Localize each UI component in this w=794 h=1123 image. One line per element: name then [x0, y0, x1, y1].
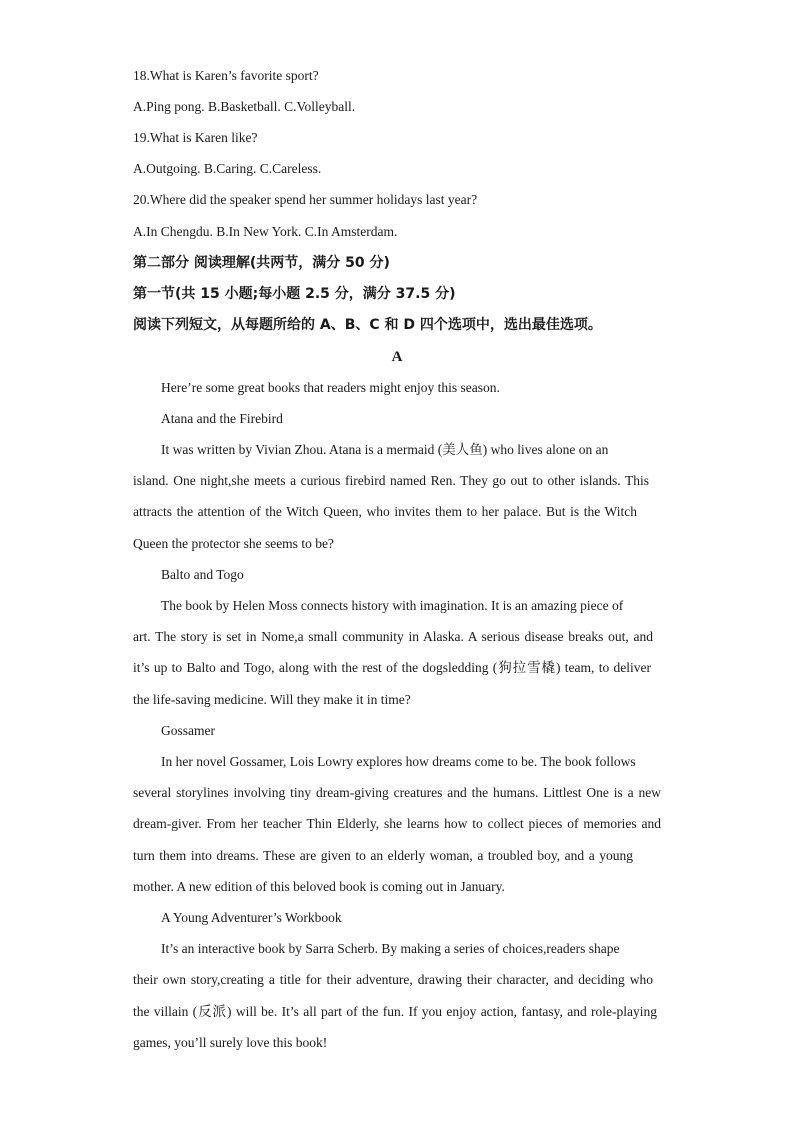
book-text-line: In her novel Gossamer, Lois Lowry explores how dreams come to be. The book follows [161, 754, 636, 769]
book-text-line: the villain (反派) will be. It’s all part of the fun. If you enjoy action, fantasy, and role-playing [133, 1004, 657, 1019]
book-text-line: island. One night,she meets a curious firebird named Ren. They go out to other islands. This [133, 473, 649, 488]
instruction: 阅读下列短文，从每题所给的 A、B、C 和 D 四个选项中，选出最佳选项。 [133, 317, 602, 333]
book-title: Balto and Togo [161, 567, 244, 582]
book-text-line: attracts the attention of the Witch Queen, who invites them to her palace. But is the Witch [133, 504, 637, 519]
question-18: 18.What is Karen’s favorite sport? [133, 68, 319, 83]
passage-intro: Here’re some great books that readers might enjoy this season. [161, 380, 500, 395]
book-text-line: their own story,creating a title for their adventure, drawing their character, and deciding who [133, 972, 653, 987]
book-text-line: turn them into dreams. These are given to an elderly woman, a troubled boy, and a young [133, 848, 633, 863]
book-title: Gossamer [161, 723, 215, 738]
book-text-line: It was written by Vivian Zhou. Atana is a mermaid (美人鱼) who lives alone on an [161, 442, 609, 457]
book-text-line: dream-giver. From her teacher Thin Elderly, she learns how to collect pieces of memories and [133, 816, 661, 831]
book-text-line: art. The story is set in Nome,a small community in Alaska. A serious disease breaks out, and [133, 629, 653, 644]
book-text-line: it’s up to Balto and Togo, along with the rest of the dogsledding (狗拉雪橇) team, to deliver [133, 660, 651, 675]
question-19-options: A.Outgoing. B.Caring. C.Careless. [133, 161, 322, 176]
passage-label: A [391, 349, 403, 365]
book-text-line: The book by Helen Moss connects history with imagination. It is an amazing piece of [161, 598, 624, 613]
book-text-line: It’s an interactive book by Sarra Scherb. By making a series of choices,readers shape [161, 941, 620, 956]
question-19: 19.What is Karen like? [133, 130, 258, 145]
question-20-options: A.In Chengdu. B.In New York. C.In Amsterdam. [133, 224, 398, 239]
book-title: Atana and the Firebird [161, 411, 283, 426]
book-text-line: several storylines involving tiny dream-giving creatures and the humans. Littlest One is a new [133, 785, 661, 800]
question-20: 20.Where did the speaker spend her summer holidays last year? [133, 192, 478, 207]
question-18-options: A.Ping pong. B.Basketball. C.Volleyball. [133, 99, 356, 114]
part-title: 第二部分 阅读理解(共两节，满分 50 分) [133, 255, 390, 271]
book-title: A Young Adventurer’s Workbook [161, 910, 342, 925]
book-text-line: mother. A new edition of this beloved book is coming out in January. [133, 879, 505, 894]
book-text-line: Queen the protector she seems to be? [133, 536, 334, 551]
book-text-line: games, you’ll surely love this book! [133, 1035, 328, 1050]
book-text-line: the life-saving medicine. Will they make it in time? [133, 692, 411, 707]
section-title: 第一节(共 15 小题;每小题 2.5 分，满分 37.5 分) [133, 286, 456, 302]
